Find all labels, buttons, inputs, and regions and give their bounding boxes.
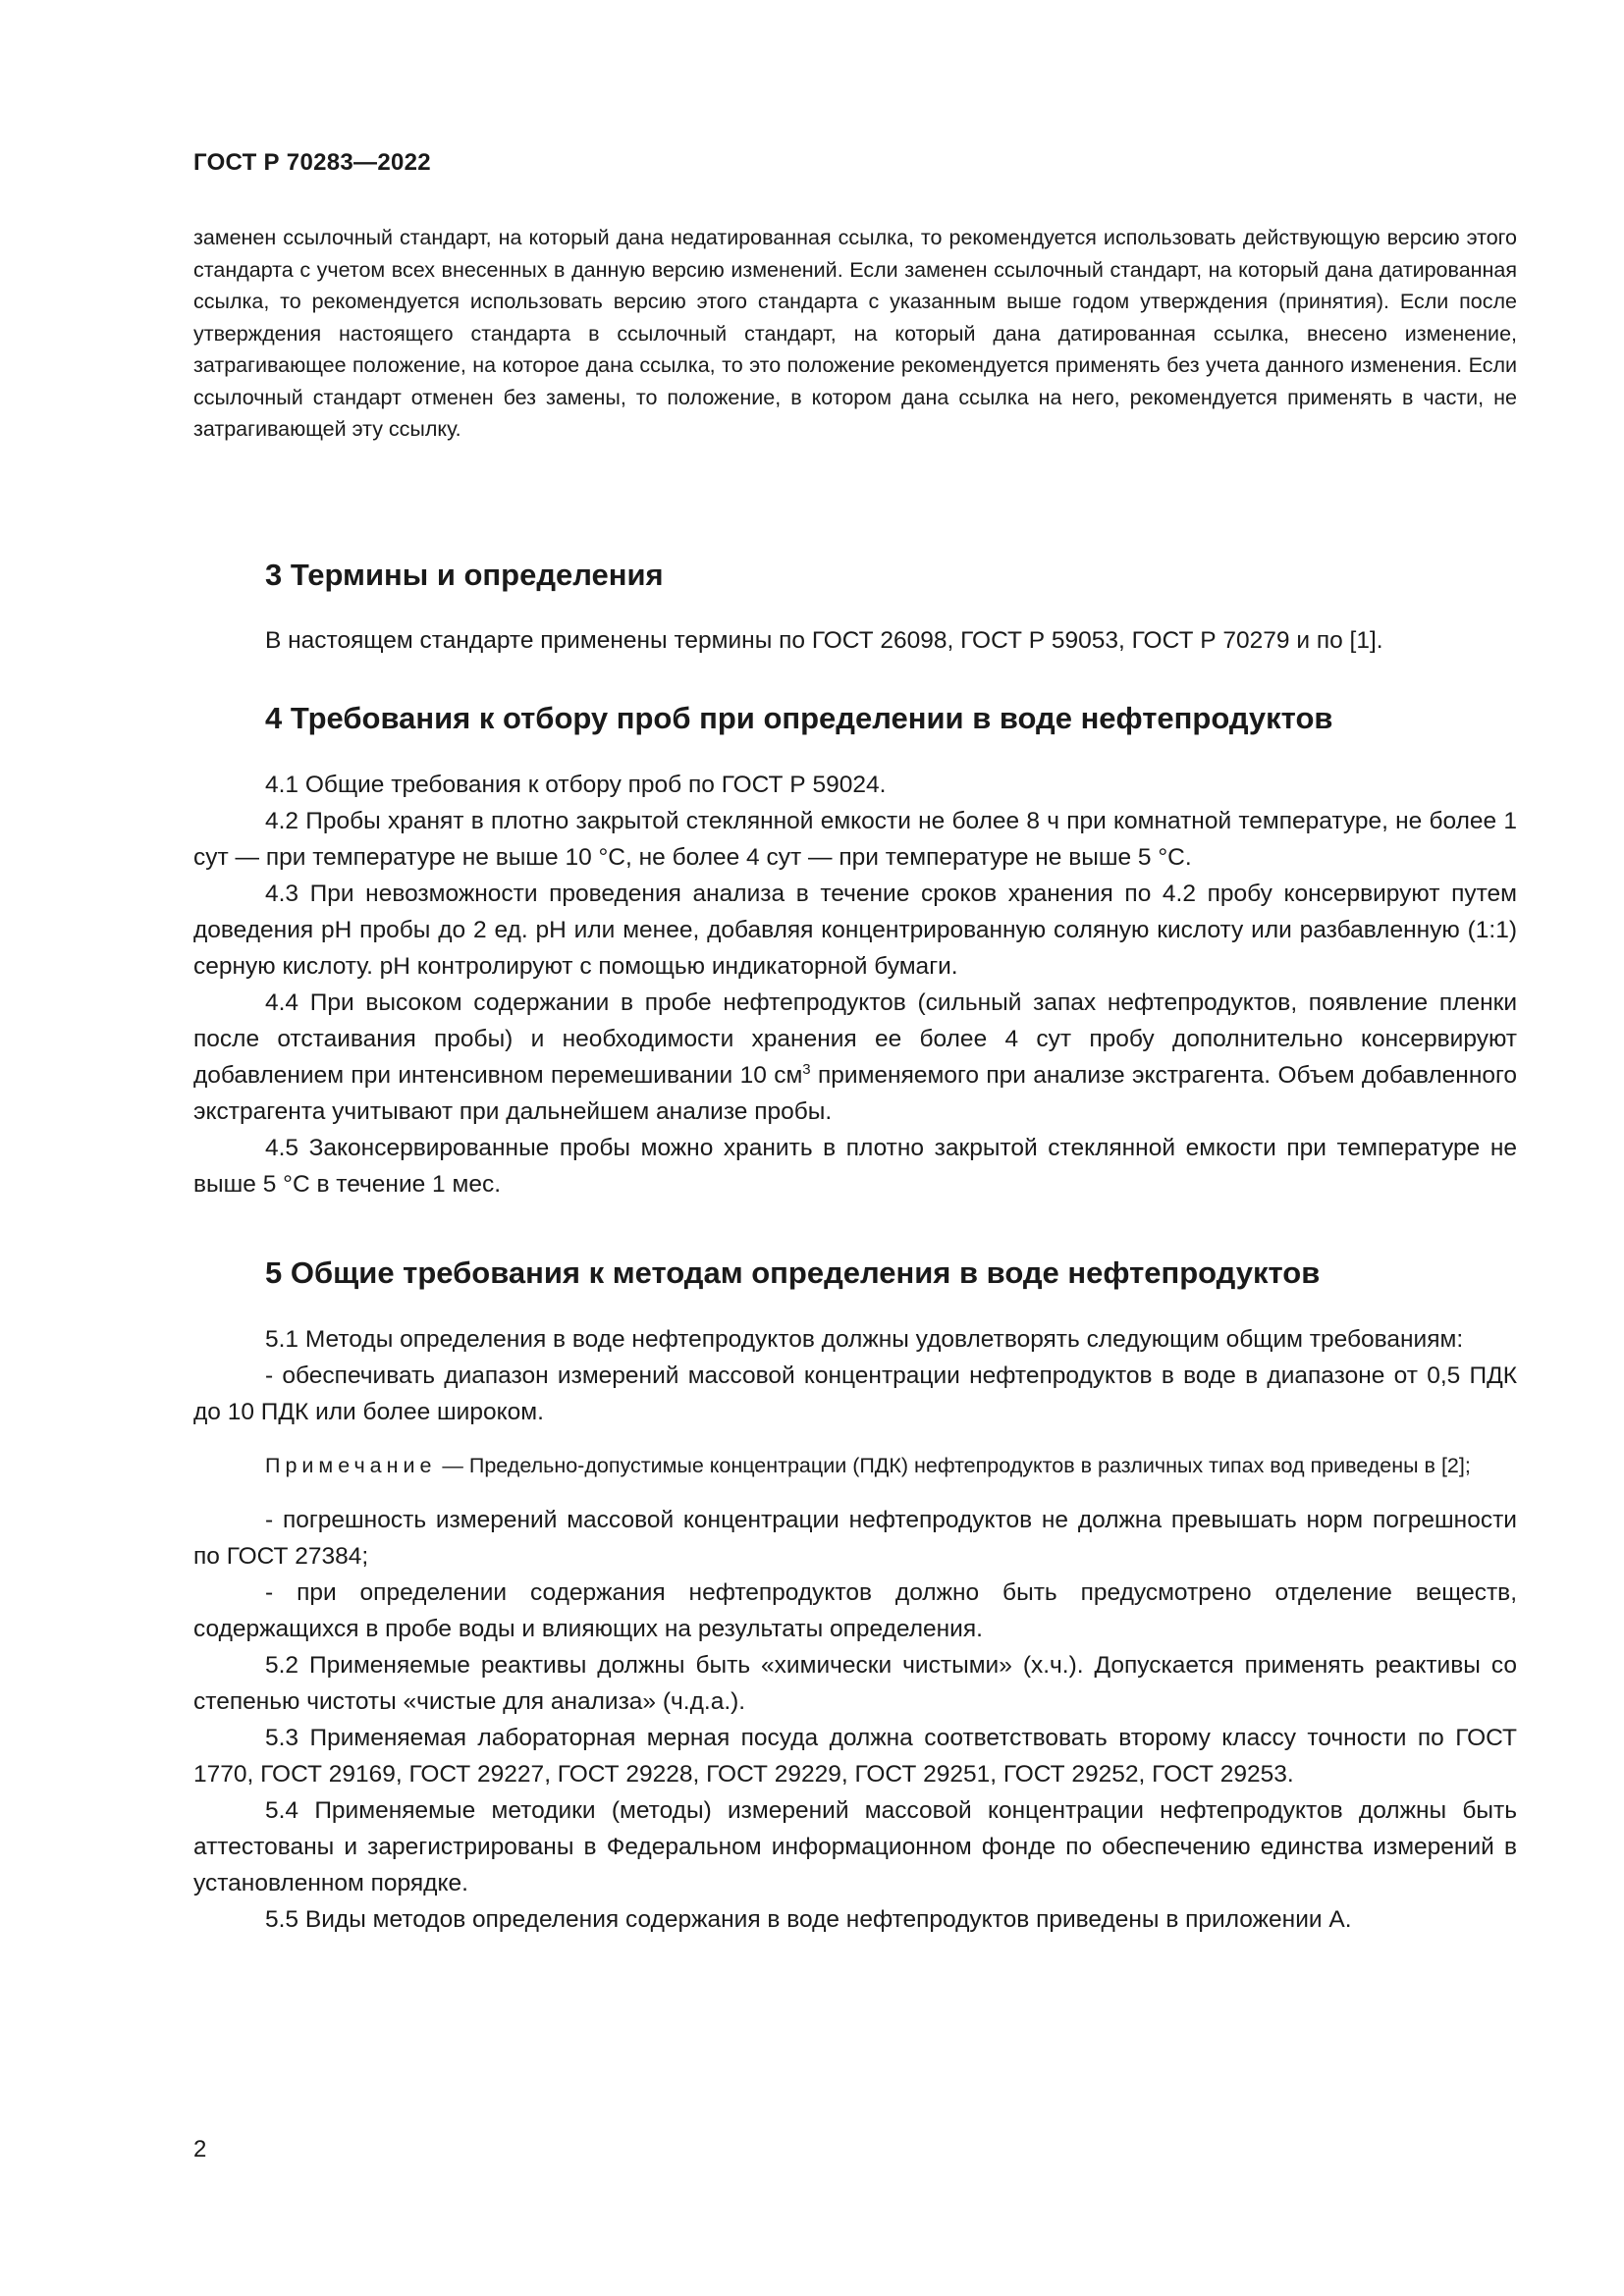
- section-5-body: [193, 1321, 1517, 1938]
- clause-4-4: [193, 985, 1517, 1130]
- clause-5-1: 5.1 Методы определения в воде нефтепродуктов должны удовлетворять следующим общим требованиям:: [265, 1326, 1464, 1353]
- section-3-body: [193, 622, 1517, 659]
- intro-paragraph-block: [193, 222, 1517, 446]
- clause-4-5: 4.5 Законсервированные пробы можно хранить в плотно закрытой стеклянной емкости при температуре не выше 5 °С в течение 1 мес.: [193, 1135, 1517, 1198]
- bullet-error: - погрешность измерений массовой концентрации нефтепродуктов не должна превышать норм погрешности по ГОСТ 27384;: [193, 1506, 1517, 1570]
- note-text: — Предельно-допустимые концентрации (ПДК) нефтепродуктов в различных типах вод приведены в [2];: [436, 1454, 1471, 1477]
- clause-5-5: 5.5 Виды методов определения содержания в воде нефтепродуктов приведены в приложении А.: [265, 1905, 1352, 1933]
- clause-4-4-text-before: 4.4 При высоком содержании в пробе нефтепродуктов (сильный запах нефтепродуктов, появление пленки после отстаивания пробы) и необходимости хранения ее более 4 сут пробу дополнительно консервируют добавлением при интенсивном перемешивании 10 см: [193, 989, 1517, 1089]
- section-3-title: 3 Термины и определения: [265, 558, 664, 592]
- clause-5-2: 5.2 Применяемые реактивы должны быть «химически чистыми» (х.ч.). Допускается применять реактивы со степенью чистоты «чистые для анализа» (ч.д.а.).: [193, 1651, 1517, 1715]
- clause-4-2: 4.2 Пробы хранят в плотно закрытой стеклянной емкости не более 8 ч при комнатной температуре, не более 1 сут — при температуре не выше 10 °С, не более 4 сут — при температуре не выше 5 °С.: [193, 808, 1517, 871]
- section-3-paragraph: В настоящем стандарте применены термины по ГОСТ 26098, ГОСТ Р 59053, ГОСТ Р 70279 и по [1].: [265, 627, 1383, 654]
- intro-paragraph: заменен ссылочный стандарт, на который дана недатированная ссылка, то рекомендуется использовать действующую версию этого стандарта с учетом всех внесенных в данную версию изменений. Если заменен ссылочный стандарт, на который дана датированная ссылка, то рекомендуется использовать версию этого стандарта с указанным выше годом утверждения (принятия). Если после утверждения настоящего стандарта в ссылочный стандарт, на который дана датированная ссылка, внесено изменение, затрагивающее положение, на которое дана ссылка, то это положение рекомендуется применять без учета данного изменения. Если ссылочный стандарт отменен без замены, то положение, в котором дана ссылка на него, рекомендуется применять в части, не затрагивающей эту ссылку.: [193, 226, 1517, 441]
- section-4-body: [193, 767, 1517, 1202]
- bullet-separation: - при определении содержания нефтепродуктов должно быть предусмотрено отделение веществ, содержащихся в пробе воды и влияющих на результаты определения.: [193, 1578, 1517, 1642]
- superscript-cubic: 3: [802, 1061, 811, 1078]
- clause-4-3: 4.3 При невозможности проведения анализа в течение сроков хранения по 4.2 пробу консервируют путем доведения рН пробы до 2 ед. рН или менее, добавляя концентрированную соляную кислоту или разбавленную (1:1) серную кислоту. рН контролируют с помощью индикаторной бумаги.: [193, 881, 1517, 980]
- section-5-title: 5 Общие требования к методам определения в воде нефтепродуктов: [265, 1255, 1321, 1290]
- clause-5-4: 5.4 Применяемые методики (методы) измерений массовой концентрации нефтепродуктов должны быть аттестованы и зарегистрированы в Федеральном информационном фонде по обеспечению единства измерений в установленном порядке.: [193, 1796, 1517, 1896]
- document-code-header: ГОСТ Р 70283—2022: [193, 149, 431, 176]
- note: [193, 1450, 1517, 1482]
- note-label: Примечание: [265, 1454, 437, 1477]
- page-number: 2: [193, 2136, 207, 2163]
- bullet-range: - обеспечивать диапазон измерений массовой концентрации нефтепродуктов в воде в диапазоне от 0,5 ПДК до 10 ПДК или более широком.: [193, 1362, 1517, 1425]
- clause-4-1: 4.1 Общие требования к отбору проб по ГОСТ Р 59024.: [265, 772, 887, 798]
- clause-4-4-text-after: применяемого при анализе экстрагента. Объем добавленного экстрагента учитывают при дальнейшем анализе пробы.: [193, 1062, 1517, 1125]
- section-4-title: 4 Требования к отбору проб при определении в воде нефтепродуктов: [265, 701, 1333, 735]
- clause-5-3: 5.3 Применяемая лабораторная мерная посуда должна соответствовать второму классу точности по ГОСТ 1770, ГОСТ 29169, ГОСТ 29227, ГОСТ 29228, ГОСТ 29229, ГОСТ 29251, ГОСТ 29252, ГОСТ 29253.: [193, 1724, 1517, 1788]
